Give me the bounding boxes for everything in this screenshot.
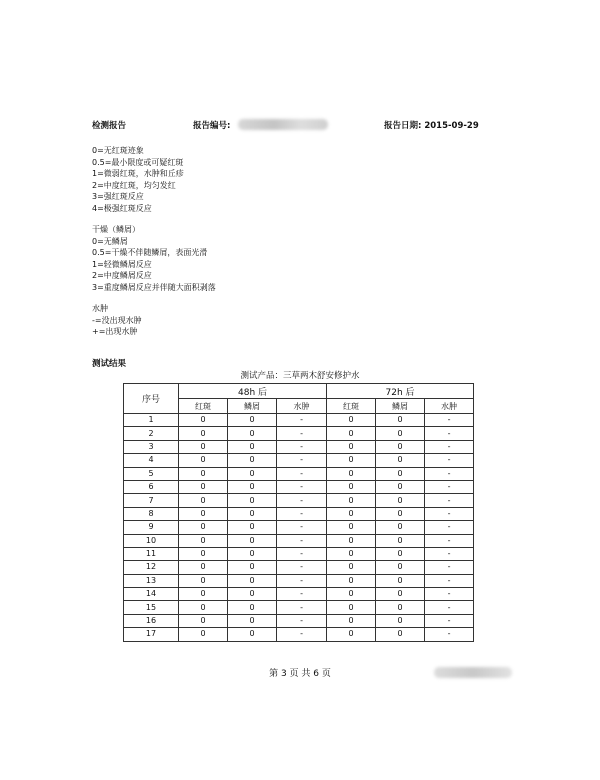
score-cell: - [425, 614, 474, 627]
score-cell: 0 [228, 494, 277, 507]
score-cell: - [425, 534, 474, 547]
seq-cell: 5 [124, 467, 179, 480]
legend-line: 2=中度红斑，均匀发红 [92, 180, 176, 190]
score-cell: 0 [327, 601, 376, 614]
table-row [124, 601, 474, 614]
score-cell: 0 [228, 414, 277, 427]
score-cell: - [425, 494, 474, 507]
score-cell: - [425, 507, 474, 520]
grading-legend [92, 145, 216, 338]
score-cell: - [277, 494, 327, 507]
seq-cell: 2 [124, 427, 179, 440]
legend-line: 0=无鳞屑 [92, 236, 128, 246]
score-cell: - [277, 628, 327, 641]
seq-cell: 10 [124, 534, 179, 547]
score-cell: 0 [179, 467, 228, 480]
table-row [124, 414, 474, 427]
score-cell: - [277, 440, 327, 453]
erythema-legend [92, 145, 216, 214]
legend-line: 1=微弱红斑，水肿和丘疹 [92, 169, 184, 178]
score-cell: 0 [327, 494, 376, 507]
group-header-72h: 72h 后 [327, 384, 474, 399]
score-cell: - [425, 547, 474, 560]
edema-legend [92, 303, 216, 338]
table-row [124, 440, 474, 453]
score-cell: 0 [179, 574, 228, 587]
score-cell: 0 [327, 534, 376, 547]
table-row [124, 494, 474, 507]
score-cell: 0 [376, 628, 425, 641]
score-cell: 0 [228, 521, 277, 534]
score-cell: 0 [179, 534, 228, 547]
seq-cell: 15 [124, 601, 179, 614]
score-cell: 0 [376, 574, 425, 587]
legend-line: 3=强红斑反应 [92, 192, 144, 201]
score-cell: 0 [376, 507, 425, 520]
score-cell: - [425, 467, 474, 480]
table-row [124, 628, 474, 641]
seq-cell: 6 [124, 480, 179, 493]
score-cell: - [277, 427, 327, 440]
seq-cell: 1 [124, 414, 179, 427]
score-cell: - [425, 454, 474, 467]
score-cell: 0 [228, 467, 277, 480]
table-row [124, 561, 474, 574]
score-cell: 0 [327, 454, 376, 467]
score-cell: 0 [327, 574, 376, 587]
redacted-footer-text [434, 667, 512, 678]
score-cell: 0 [376, 547, 425, 560]
score-cell: 0 [228, 561, 277, 574]
score-cell: - [277, 574, 327, 587]
score-cell: 0 [179, 521, 228, 534]
score-cell: - [277, 521, 327, 534]
table-row [124, 480, 474, 493]
score-cell: - [425, 574, 474, 587]
table-row [124, 547, 474, 560]
legend-line: 2=中度鳞屑反应 [92, 271, 152, 280]
seq-cell: 9 [124, 521, 179, 534]
seq-cell: 7 [124, 494, 179, 507]
score-cell: - [277, 547, 327, 560]
score-cell: - [425, 414, 474, 427]
legend-line: 3=重度鳞屑反应并伴随大面积剥落 [92, 282, 216, 292]
seq-cell: 16 [124, 614, 179, 627]
page-number: 第 3 页 共 6 页 [269, 669, 331, 679]
test-product: 测试产品：三草两木舒安修护水 [240, 371, 360, 381]
score-cell: 0 [179, 494, 228, 507]
score-cell: - [425, 601, 474, 614]
edema-legend-title: 水肿 [92, 304, 108, 313]
score-cell: 0 [228, 574, 277, 587]
table-row [124, 467, 474, 480]
legend-line: 1=轻微鳞屑反应 [92, 259, 152, 269]
seq-header: 序号 [124, 384, 179, 414]
score-cell: - [425, 628, 474, 641]
score-cell: - [425, 561, 474, 574]
report-header [92, 119, 512, 133]
score-cell: 0 [376, 534, 425, 547]
score-cell: - [425, 440, 474, 453]
score-cell: - [277, 534, 327, 547]
results-table [123, 383, 474, 642]
table-row [124, 534, 474, 547]
score-cell: - [277, 601, 327, 614]
table-row [124, 454, 474, 467]
score-cell: - [425, 427, 474, 440]
score-cell: 0 [327, 614, 376, 627]
score-cell: 0 [228, 480, 277, 493]
table-row [124, 427, 474, 440]
table-row [124, 521, 474, 534]
seq-cell: 13 [124, 574, 179, 587]
score-cell: 0 [376, 454, 425, 467]
score-cell: 0 [376, 588, 425, 601]
group-header-48h: 48h 后 [179, 384, 327, 399]
results-table-body [124, 414, 474, 642]
score-cell: - [277, 414, 327, 427]
score-cell: 0 [228, 614, 277, 627]
score-cell: 0 [327, 440, 376, 453]
score-cell: 0 [376, 480, 425, 493]
score-cell: - [277, 507, 327, 520]
legend-line: 0.5=干燥不伴随鳞屑，表面光滑 [92, 248, 208, 257]
score-cell: - [277, 561, 327, 574]
scaling-legend [92, 224, 216, 293]
score-cell: - [277, 467, 327, 480]
score-cell: 0 [376, 601, 425, 614]
results-section-title: 测试结果 [92, 359, 127, 369]
seq-cell: 14 [124, 588, 179, 601]
redacted-report-number [238, 119, 328, 130]
score-cell: 0 [179, 454, 228, 467]
score-cell: - [277, 614, 327, 627]
seq-cell: 4 [124, 454, 179, 467]
score-cell: 0 [327, 628, 376, 641]
score-cell: 0 [228, 427, 277, 440]
legend-line: 0.5=最小限度或可疑红斑 [92, 157, 184, 167]
score-cell: 0 [179, 440, 228, 453]
score-cell: 0 [179, 614, 228, 627]
subheader-edema: 水肿 [277, 399, 327, 414]
score-cell: 0 [327, 507, 376, 520]
score-cell: 0 [228, 534, 277, 547]
score-cell: 0 [228, 601, 277, 614]
score-cell: 0 [376, 521, 425, 534]
legend-line: 4=极强红斑反应 [92, 203, 152, 213]
scaling-legend-title: 干燥（鳞屑） [92, 225, 140, 234]
score-cell: 0 [376, 614, 425, 627]
score-cell: 0 [327, 588, 376, 601]
subheader-edema: 水肿 [425, 399, 474, 414]
score-cell: 0 [179, 628, 228, 641]
score-cell: 0 [327, 521, 376, 534]
score-cell: 0 [327, 480, 376, 493]
score-cell: - [425, 480, 474, 493]
score-cell: 0 [376, 414, 425, 427]
seq-cell: 3 [124, 440, 179, 453]
score-cell: 0 [327, 427, 376, 440]
score-cell: 0 [179, 480, 228, 493]
legend-line: 0=无红斑迹象 [92, 146, 144, 155]
score-cell: 0 [179, 547, 228, 560]
seq-cell: 12 [124, 561, 179, 574]
table-row [124, 614, 474, 627]
score-cell: 0 [228, 440, 277, 453]
report-date: 报告日期: 2015-09-29 [384, 121, 479, 131]
score-cell: 0 [376, 427, 425, 440]
score-cell: 0 [179, 427, 228, 440]
subheader-scaling: 鳞屑 [376, 399, 425, 414]
score-cell: - [277, 454, 327, 467]
score-cell: - [277, 588, 327, 601]
score-cell: - [425, 588, 474, 601]
subheader-scaling: 鳞屑 [228, 399, 277, 414]
seq-cell: 17 [124, 628, 179, 641]
subheader-erythema: 红斑 [179, 399, 228, 414]
report-title: 检测报告 [92, 121, 127, 131]
table-row [124, 507, 474, 520]
score-cell: 0 [228, 547, 277, 560]
score-cell: 0 [179, 588, 228, 601]
score-cell: 0 [327, 561, 376, 574]
table-row [124, 574, 474, 587]
legend-line: -=没出现水肿 [92, 315, 142, 325]
score-cell: 0 [327, 467, 376, 480]
seq-cell: 8 [124, 507, 179, 520]
score-cell: - [277, 480, 327, 493]
score-cell: 0 [228, 588, 277, 601]
seq-cell: 11 [124, 547, 179, 560]
score-cell: 0 [327, 414, 376, 427]
legend-line: +=出现水肿 [92, 327, 138, 336]
score-cell: 0 [228, 507, 277, 520]
score-cell: 0 [376, 467, 425, 480]
score-cell: 0 [327, 547, 376, 560]
score-cell: 0 [228, 628, 277, 641]
table-row [124, 588, 474, 601]
score-cell: 0 [179, 507, 228, 520]
score-cell: - [425, 521, 474, 534]
score-cell: 0 [179, 414, 228, 427]
subheader-erythema: 红斑 [327, 399, 376, 414]
score-cell: 0 [228, 454, 277, 467]
report-number-label: 报告编号: [193, 121, 231, 131]
score-cell: 0 [376, 494, 425, 507]
score-cell: 0 [376, 440, 425, 453]
score-cell: 0 [179, 561, 228, 574]
score-cell: 0 [376, 561, 425, 574]
score-cell: 0 [179, 601, 228, 614]
